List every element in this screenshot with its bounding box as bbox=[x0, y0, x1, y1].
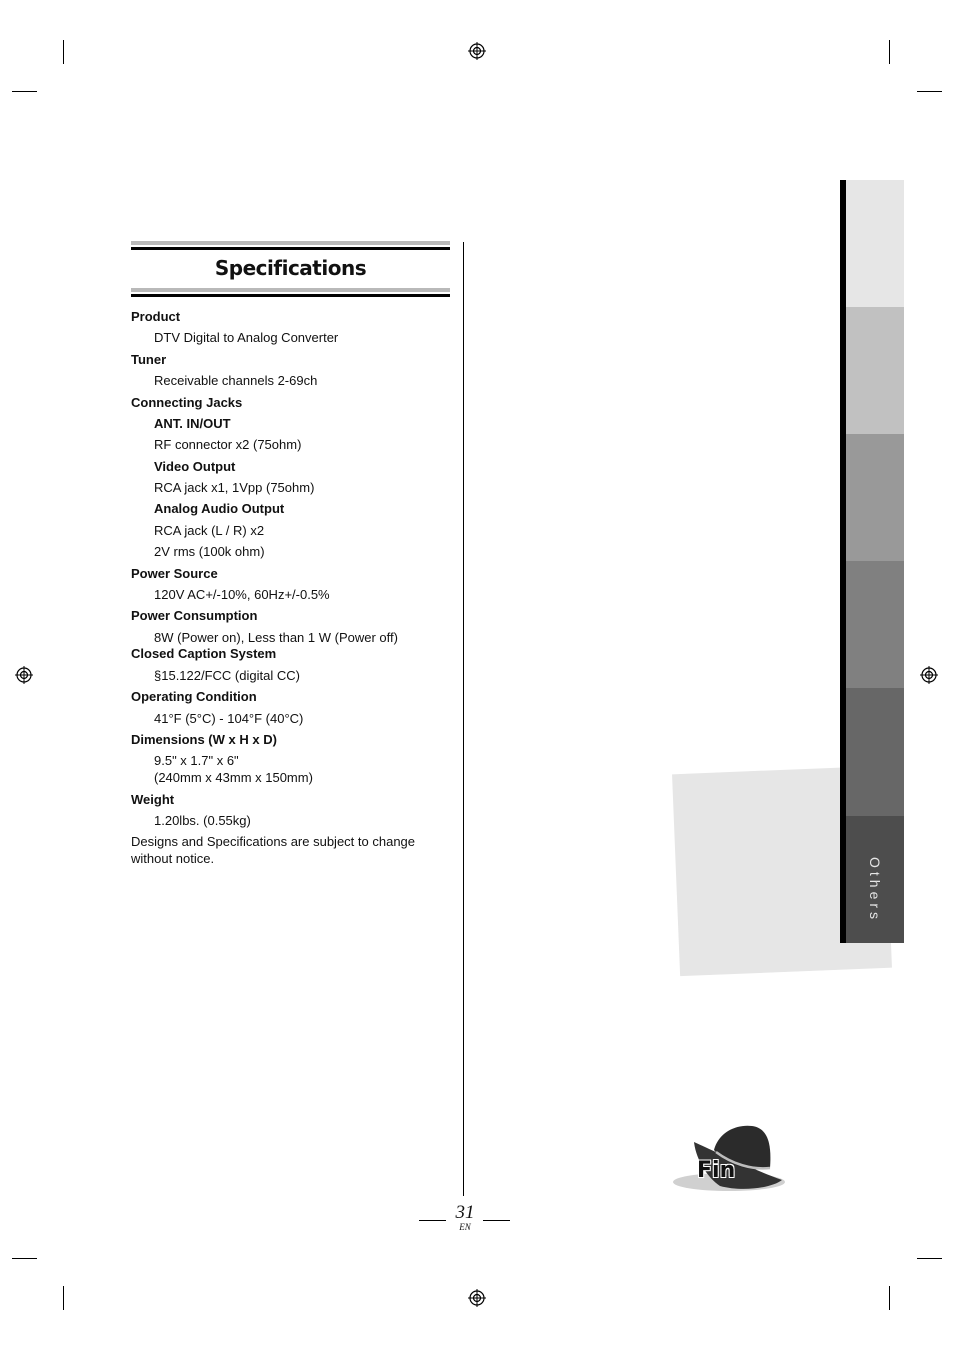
spec-note: without notice. bbox=[131, 851, 215, 866]
header-rule bbox=[131, 294, 450, 297]
crop-mark bbox=[12, 1258, 37, 1259]
fin-label: Fin bbox=[697, 1158, 736, 1183]
registration-mark-icon bbox=[468, 1289, 486, 1307]
spec-subheading: Analog Audio Output bbox=[154, 501, 285, 516]
page-title: Specifications bbox=[214, 256, 367, 280]
side-tab-label: Others bbox=[867, 856, 883, 923]
side-tab bbox=[846, 307, 904, 434]
spec-value: RCA jack x1, 1Vpp (75ohm) bbox=[154, 480, 315, 495]
spec-value: 41°F (5°C) - 104°F (40°C) bbox=[154, 711, 304, 726]
spec-value: (240mm x 43mm x 150mm) bbox=[154, 770, 313, 785]
crop-mark bbox=[917, 1258, 942, 1259]
registration-mark-icon bbox=[468, 42, 486, 60]
spec-heading: Dimensions (W x H x D) bbox=[131, 732, 277, 747]
side-tab bbox=[846, 561, 904, 688]
spec-value: Receivable channels 2-69ch bbox=[154, 373, 318, 388]
crop-mark bbox=[889, 1286, 890, 1310]
spec-heading: Power Source bbox=[131, 566, 218, 581]
spec-value: 120V AC+/-10%, 60Hz+/-0.5% bbox=[154, 587, 330, 602]
spec-value: DTV Digital to Analog Converter bbox=[154, 330, 339, 345]
spec-note: Designs and Specifications are subject to change bbox=[131, 834, 416, 849]
side-tab bbox=[846, 688, 904, 816]
spec-value: RCA jack (L / R) x2 bbox=[154, 523, 265, 538]
spec-value: RF connector x2 (75ohm) bbox=[154, 437, 302, 452]
registration-mark-icon bbox=[920, 666, 938, 684]
crop-mark bbox=[12, 91, 37, 92]
registration-mark-icon bbox=[15, 666, 33, 684]
spec-heading: Power Consumption bbox=[131, 608, 258, 623]
spec-value: §15.122/FCC (digital CC) bbox=[154, 668, 300, 683]
crop-mark bbox=[889, 40, 890, 64]
spec-value: 2V rms (100k ohm) bbox=[154, 544, 265, 559]
crop-mark bbox=[63, 40, 64, 64]
page-number: 31 EN bbox=[455, 1202, 475, 1232]
spec-subheading: Video Output bbox=[154, 459, 236, 474]
section-header bbox=[131, 241, 450, 297]
side-tab bbox=[846, 434, 904, 561]
spec-heading: Closed Caption System bbox=[131, 646, 277, 661]
spec-heading: Weight bbox=[131, 792, 175, 807]
spec-heading: Tuner bbox=[131, 352, 167, 367]
spec-heading: Connecting Jacks bbox=[131, 395, 243, 410]
spec-value: 1.20lbs. (0.55kg) bbox=[154, 813, 251, 828]
column-divider bbox=[463, 242, 464, 1196]
crop-mark bbox=[917, 91, 942, 92]
spec-heading: Operating Condition bbox=[131, 689, 257, 704]
spec-subheading: ANT. IN/OUT bbox=[154, 416, 231, 431]
side-tab bbox=[846, 180, 904, 307]
spec-value: 8W (Power on), Less than 1 W (Power off) bbox=[154, 630, 398, 645]
spec-value: 9.5" x 1.7" x 6" bbox=[154, 753, 239, 768]
spec-heading: Product bbox=[131, 309, 181, 324]
crop-mark bbox=[63, 1286, 64, 1310]
